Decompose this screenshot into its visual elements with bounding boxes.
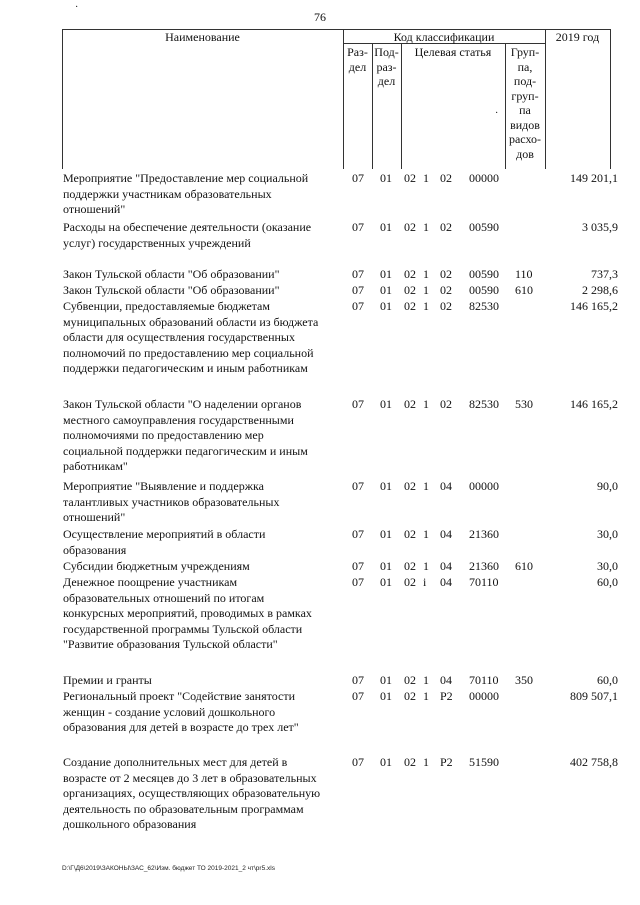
- row-name: [63, 527, 348, 558]
- row-name-line: Мероприятие "Выявление и поддержка: [63, 479, 264, 493]
- target-code-part: 02: [440, 299, 452, 313]
- target-code-number: 00590: [469, 267, 499, 281]
- row-name: [63, 267, 348, 283]
- target-code-part: 04: [440, 575, 452, 589]
- razdel-cell: 07: [352, 689, 364, 703]
- row-name-line: Мероприятие "Предоставление мер социальной: [63, 171, 309, 185]
- header-target: Целевая статья: [414, 45, 492, 59]
- target-code-part: 04: [440, 479, 452, 493]
- razdel-cell: 07: [352, 397, 364, 411]
- row-name-line: организациях, осуществляющих образовательную: [63, 786, 321, 800]
- podrazdel-cell: 01: [380, 171, 392, 185]
- razdel-cell: 07: [352, 220, 364, 234]
- footer-file-path: D:\Г\Д6\2019\ЗАКОНЫ\ЗАС_62\Изм. бюджет ТО 2019-2021_2 чт\pr5.xls: [62, 865, 275, 872]
- podrazdel-cell: 01: [380, 479, 392, 493]
- razdel-cell: 07: [352, 283, 364, 297]
- amount-cell: 30,0: [597, 559, 618, 573]
- row-name-line: Создание дополнительных мест для детей в: [63, 755, 288, 769]
- target-code-part: 02: [404, 755, 416, 769]
- row-name-line: отношений": [63, 510, 126, 524]
- row-name-line: муниципальных образований области из бюджета: [63, 314, 319, 329]
- target-code-part: 02: [404, 689, 416, 703]
- row-name-line: Субвенции, предоставляемые бюджетам: [63, 299, 270, 313]
- podrazdel-cell: 01: [380, 673, 392, 687]
- row-name-line: Закон Тульской области "О наделении органов: [63, 397, 302, 411]
- target-code-number: 00590: [469, 220, 499, 234]
- target-code-part: 1: [423, 559, 429, 573]
- target-code-number: 82530: [469, 397, 499, 411]
- podrazdel-cell: 01: [380, 689, 392, 703]
- row-name-line: образования: [63, 542, 127, 557]
- target-code-part: 1: [423, 171, 429, 185]
- row-name-line: "Развитие образования Тульской области": [63, 637, 278, 651]
- amount-cell: 3 035,9: [582, 220, 618, 234]
- target-code-part: 02: [404, 575, 416, 589]
- row-name-line: Региональный проект "Содействие занятости: [63, 689, 295, 703]
- scan-dot: ·: [495, 108, 499, 119]
- row-name: [63, 397, 348, 475]
- row-name-line: полномочиями по предоставлению мер: [63, 428, 264, 442]
- target-code-part: 04: [440, 673, 452, 687]
- podrazdel-cell: 01: [380, 559, 392, 573]
- target-code-part: 1: [423, 267, 429, 281]
- header-name: Наименование: [165, 30, 240, 44]
- row-name-line: дошкольного образования: [63, 817, 197, 831]
- row-name: [63, 575, 348, 653]
- target-code-part: 1: [423, 220, 429, 234]
- page-number: 76: [314, 10, 326, 24]
- row-name-line: Закон Тульской области "Об образовании": [63, 267, 280, 281]
- row-name: [63, 283, 348, 299]
- razdel-cell: 07: [352, 673, 364, 687]
- amount-cell: 30,0: [597, 527, 618, 541]
- podrazdel-cell: 01: [380, 575, 392, 589]
- target-code-number: 21360: [469, 559, 499, 573]
- amount-cell: 2 298,6: [582, 283, 618, 297]
- header-left-border: [62, 29, 63, 169]
- header-code: Код классификации: [393, 30, 495, 44]
- target-code-part: 02: [404, 527, 416, 541]
- target-code-part: 02: [404, 673, 416, 687]
- target-code-number: 00000: [469, 479, 499, 493]
- target-code-part: 02: [404, 299, 416, 313]
- target-code-part: 04: [440, 559, 452, 573]
- podrazdel-cell: 01: [380, 283, 392, 297]
- header-year: 2019 год: [555, 30, 600, 44]
- row-name: [63, 673, 348, 689]
- target-code-part: 1: [423, 755, 429, 769]
- row-name-line: работникам": [63, 459, 128, 473]
- target-code-number: 21360: [469, 527, 499, 541]
- group-cell: 610: [515, 559, 533, 573]
- amount-cell: 146 165,2: [570, 299, 618, 313]
- target-code-number: 00000: [469, 171, 499, 185]
- target-code-part: 1: [423, 673, 429, 687]
- podrazdel-cell: 01: [380, 220, 392, 234]
- row-name-line: местного самоуправления государственными: [63, 412, 294, 427]
- header-right-border: [610, 29, 611, 169]
- razdel-cell: 07: [352, 559, 364, 573]
- target-code-part: 1: [423, 527, 429, 541]
- row-name-line: женщин - создание условий дошкольного: [63, 704, 276, 719]
- razdel-cell: 07: [352, 575, 364, 589]
- podrazdel-cell: 01: [380, 299, 392, 313]
- target-code-number: 70110: [469, 673, 499, 687]
- razdel-cell: 07: [352, 479, 364, 493]
- row-name-line: образовательных отношений по итогам: [63, 590, 265, 605]
- header-code-right-border: [545, 29, 546, 169]
- row-name-line: образования для детей в возрасте до трех лет": [63, 720, 299, 734]
- target-code-part: 02: [404, 171, 416, 185]
- row-name-line: конкурсных мероприятий, проводимых в рамках: [63, 606, 312, 620]
- row-name-line: государственной программы Тульской области: [63, 621, 303, 636]
- row-name: [63, 689, 348, 736]
- razdel-cell: 07: [352, 171, 364, 185]
- row-name: [63, 755, 348, 833]
- target-code-part: i: [423, 575, 427, 589]
- target-code-part: P2: [440, 689, 453, 703]
- target-code-part: P2: [440, 755, 453, 769]
- group-cell: 110: [515, 267, 533, 281]
- target-code-part: 02: [440, 171, 452, 185]
- row-name: [63, 220, 348, 251]
- target-code-part: 02: [440, 397, 452, 411]
- amount-cell: 60,0: [597, 575, 618, 589]
- row-name-line: услуг) государственных учреждений: [63, 235, 251, 250]
- amount-cell: 149 201,1: [570, 171, 618, 185]
- target-code-part: 02: [440, 267, 452, 281]
- row-name: [63, 299, 348, 377]
- row-name-line: Субсидии бюджетным учреждениям: [63, 559, 250, 573]
- row-name-line: возрасте от 2 месяцев до 3 лет в образовательных: [63, 770, 317, 785]
- row-name-line: Осуществление мероприятий в области: [63, 527, 266, 541]
- row-name-line: области для осуществления государственных: [63, 330, 295, 344]
- amount-cell: 60,0: [597, 673, 618, 687]
- target-code-part: 02: [404, 283, 416, 297]
- target-code-part: 02: [404, 220, 416, 234]
- amount-cell: 402 758,8: [570, 755, 618, 769]
- group-cell: 350: [515, 673, 533, 687]
- row-name-line: Премии и гранты: [63, 673, 152, 687]
- target-code-part: 02: [404, 267, 416, 281]
- header-razdel: Раз- дел: [347, 45, 368, 74]
- target-code-part: 1: [423, 397, 429, 411]
- target-code-part: 1: [423, 299, 429, 313]
- scan-dot: ·: [75, 2, 79, 13]
- amount-cell: 90,0: [597, 479, 618, 493]
- target-code-part: 1: [423, 689, 429, 703]
- razdel-cell: 07: [352, 267, 364, 281]
- row-name: [63, 559, 348, 575]
- row-name-line: деятельность по образовательным программам: [63, 801, 304, 816]
- target-code-part: 1: [423, 479, 429, 493]
- group-cell: 610: [515, 283, 533, 297]
- row-name-line: полномочий по предоставлению мер социальной: [63, 345, 314, 360]
- row-name-line: поддержки участникам образовательных: [63, 186, 272, 201]
- target-code-part: 02: [440, 220, 452, 234]
- podrazdel-cell: 01: [380, 527, 392, 541]
- row-name-line: Закон Тульской области "Об образовании": [63, 283, 280, 297]
- target-code-number: 00590: [469, 283, 499, 297]
- target-code-part: 02: [404, 479, 416, 493]
- row-name-line: Расходы на обеспечение деятельности (оказание: [63, 220, 312, 234]
- header-podrazdel-divider: [401, 43, 402, 169]
- podrazdel-cell: 01: [380, 755, 392, 769]
- amount-cell: 737,3: [591, 267, 618, 281]
- row-name-line: талантливых участников образовательных: [63, 494, 280, 509]
- row-name-line: Денежное поощрение участникам: [63, 575, 238, 589]
- target-code-number: 82530: [469, 299, 499, 313]
- target-code-number: 51590: [469, 755, 499, 769]
- amount-cell: 809 507,1: [570, 689, 618, 703]
- target-code-part: 02: [440, 283, 452, 297]
- header-podrazdel: Под- раз- дел: [374, 45, 399, 88]
- target-code-number: 70110: [469, 575, 499, 589]
- target-code-part: 04: [440, 527, 452, 541]
- target-code-part: 02: [404, 397, 416, 411]
- amount-cell: 146 165,2: [570, 397, 618, 411]
- row-name-line: отношений": [63, 202, 126, 216]
- row-name: [63, 479, 348, 526]
- razdel-cell: 07: [352, 299, 364, 313]
- razdel-cell: 07: [352, 527, 364, 541]
- podrazdel-cell: 01: [380, 267, 392, 281]
- row-name-line: поддержки педагогическим и иным работникам: [63, 361, 308, 375]
- target-code-part: 1: [423, 283, 429, 297]
- razdel-cell: 07: [352, 755, 364, 769]
- podrazdel-cell: 01: [380, 397, 392, 411]
- row-name-line: социальной поддержки педагогическим и иным: [63, 443, 308, 458]
- header-group: Груп- па, под- груп- па видов расхо- дов: [508, 45, 542, 161]
- target-code-number: 00000: [469, 689, 499, 703]
- target-code-part: 02: [404, 559, 416, 573]
- group-cell: 530: [515, 397, 533, 411]
- row-name: [63, 171, 348, 218]
